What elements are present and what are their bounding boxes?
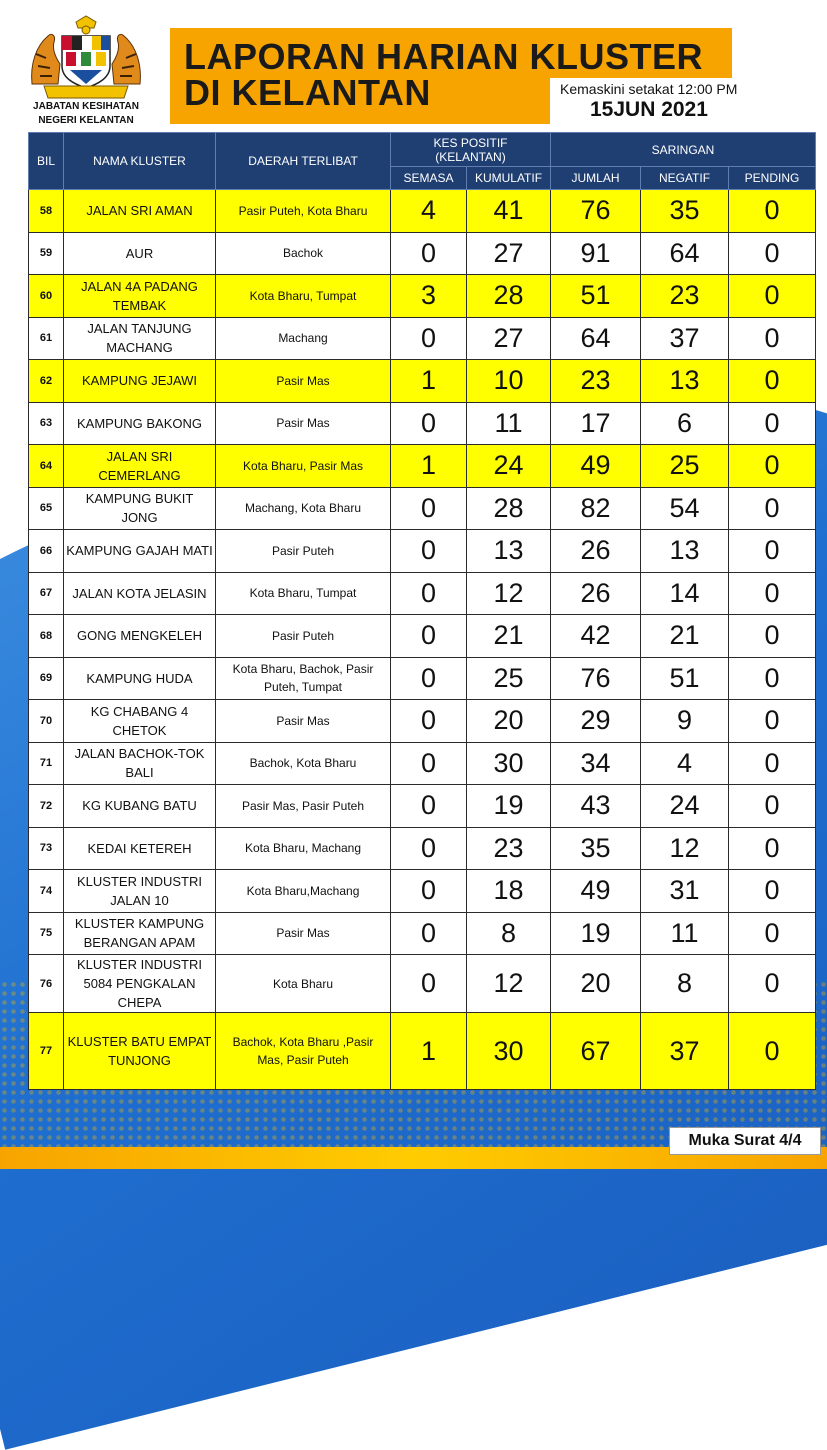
table-row [29, 572, 816, 615]
cell-kumulatif: 19 [467, 785, 551, 828]
cell-semasa: 0 [391, 232, 467, 275]
cell-nama-kluster: AUR [64, 232, 216, 275]
cell-semasa: 4 [391, 190, 467, 233]
cell-bil: 66 [29, 530, 64, 573]
table-row [29, 1013, 816, 1090]
cell-nama-kluster: KAMPUNG HUDA [64, 657, 216, 700]
update-label: Kemaskini setakat 12:00 PM [560, 81, 738, 97]
table-row [29, 785, 816, 828]
cell-jumlah: 19 [551, 912, 641, 955]
cell-pending: 0 [729, 870, 816, 913]
cell-kumulatif: 18 [467, 870, 551, 913]
table-row [29, 700, 816, 743]
cell-nama-kluster: JALAN KOTA JELASIN [64, 572, 216, 615]
cell-negatif: 11 [641, 912, 729, 955]
cell-pending: 0 [729, 785, 816, 828]
cell-pending: 0 [729, 317, 816, 360]
header-negatif: NEGATIF [641, 167, 729, 190]
cell-jumlah: 76 [551, 657, 641, 700]
cell-bil: 77 [29, 1013, 64, 1090]
cell-nama-kluster: KEDAI KETEREH [64, 827, 216, 870]
cell-bil: 65 [29, 487, 64, 530]
page-number: Muka Surat 4/4 [669, 1127, 821, 1155]
cell-daerah-terlibat: Kota Bharu, Pasir Mas [216, 445, 391, 488]
table-row [29, 657, 816, 700]
cell-semasa: 0 [391, 402, 467, 445]
agency-name [16, 100, 156, 128]
cell-negatif: 8 [641, 955, 729, 1013]
table-row [29, 317, 816, 360]
cell-bil: 74 [29, 870, 64, 913]
cell-kumulatif: 12 [467, 572, 551, 615]
cell-semasa: 0 [391, 870, 467, 913]
cell-negatif: 9 [641, 700, 729, 743]
cell-daerah-terlibat: Machang, Kota Bharu [216, 487, 391, 530]
cell-semasa: 0 [391, 785, 467, 828]
cell-kumulatif: 13 [467, 530, 551, 573]
cell-nama-kluster: JALAN SRI AMAN [64, 190, 216, 233]
cell-negatif: 13 [641, 360, 729, 403]
cell-semasa: 0 [391, 615, 467, 658]
cell-kumulatif: 23 [467, 827, 551, 870]
cell-pending: 0 [729, 232, 816, 275]
cell-daerah-terlibat: Kota Bharu, Tumpat [216, 275, 391, 318]
cell-daerah-terlibat: Bachok [216, 232, 391, 275]
cell-nama-kluster: JALAN TANJUNG MACHANG [64, 317, 216, 360]
cell-jumlah: 49 [551, 445, 641, 488]
cell-kumulatif: 24 [467, 445, 551, 488]
table-row [29, 360, 816, 403]
cell-jumlah: 35 [551, 827, 641, 870]
cell-daerah-terlibat: Bachok, Kota Bharu [216, 742, 391, 785]
cell-pending: 0 [729, 955, 816, 1013]
cell-nama-kluster: KG KUBANG BATU [64, 785, 216, 828]
cell-daerah-terlibat: Machang [216, 317, 391, 360]
cell-jumlah: 20 [551, 955, 641, 1013]
cell-jumlah: 76 [551, 190, 641, 233]
cell-pending: 0 [729, 190, 816, 233]
cell-jumlah: 51 [551, 275, 641, 318]
update-info-box [550, 78, 754, 126]
cell-jumlah: 43 [551, 785, 641, 828]
cell-jumlah: 26 [551, 530, 641, 573]
cell-kumulatif: 27 [467, 317, 551, 360]
agency-line-2: NEGERI KELANTAN [38, 115, 134, 126]
header-kumulatif: KUMULATIF [467, 167, 551, 190]
cell-pending: 0 [729, 402, 816, 445]
cell-semasa: 0 [391, 955, 467, 1013]
cell-pending: 0 [729, 572, 816, 615]
cell-bil: 61 [29, 317, 64, 360]
cell-semasa: 0 [391, 317, 467, 360]
cell-daerah-terlibat: Pasir Mas [216, 700, 391, 743]
table-row [29, 827, 816, 870]
cell-daerah-terlibat: Bachok, Kota Bharu ,Pasir Mas, Pasir Puteh [216, 1013, 391, 1090]
cell-negatif: 4 [641, 742, 729, 785]
cell-kumulatif: 30 [467, 1013, 551, 1090]
cell-pending: 0 [729, 360, 816, 403]
cell-nama-kluster: KAMPUNG JEJAWI [64, 360, 216, 403]
cell-bil: 75 [29, 912, 64, 955]
cell-semasa: 1 [391, 445, 467, 488]
cell-bil: 68 [29, 615, 64, 658]
cell-kumulatif: 41 [467, 190, 551, 233]
table-row [29, 870, 816, 913]
table-row [29, 912, 816, 955]
cell-jumlah: 17 [551, 402, 641, 445]
cell-pending: 0 [729, 657, 816, 700]
cell-negatif: 64 [641, 232, 729, 275]
cell-bil: 71 [29, 742, 64, 785]
table-row [29, 955, 816, 1013]
cell-negatif: 51 [641, 657, 729, 700]
cell-negatif: 54 [641, 487, 729, 530]
cell-nama-kluster: KLUSTER INDUSTRI JALAN 10 [64, 870, 216, 913]
cell-semasa: 0 [391, 487, 467, 530]
cell-kumulatif: 8 [467, 912, 551, 955]
agency-line-1: JABATAN KESIHATAN [33, 101, 139, 112]
cell-daerah-terlibat: Kota Bharu, Machang [216, 827, 391, 870]
cell-semasa: 0 [391, 827, 467, 870]
cell-bil: 67 [29, 572, 64, 615]
cell-daerah-terlibat: Pasir Puteh, Kota Bharu [216, 190, 391, 233]
cluster-table [28, 132, 816, 1090]
header-saringan: SARINGAN [551, 133, 816, 167]
cell-daerah-terlibat: Kota Bharu,Machang [216, 870, 391, 913]
cell-pending: 0 [729, 827, 816, 870]
cell-nama-kluster: JALAN SRI CEMERLANG [64, 445, 216, 488]
cluster-table-body [29, 190, 816, 1090]
cell-pending: 0 [729, 1013, 816, 1090]
cell-jumlah: 23 [551, 360, 641, 403]
report-title-line-1: LAPORAN HARIAN KLUSTER [184, 36, 703, 77]
cell-nama-kluster: JALAN 4A PADANG TEMBAK [64, 275, 216, 318]
cell-negatif: 31 [641, 870, 729, 913]
table-row [29, 232, 816, 275]
cell-kumulatif: 25 [467, 657, 551, 700]
cell-nama-kluster: KG CHABANG 4 CHETOK [64, 700, 216, 743]
cell-daerah-terlibat: Pasir Puteh [216, 530, 391, 573]
cell-nama-kluster: KAMPUNG BUKIT JONG [64, 487, 216, 530]
cell-bil: 69 [29, 657, 64, 700]
cell-bil: 64 [29, 445, 64, 488]
cell-daerah-terlibat: Pasir Mas [216, 402, 391, 445]
cell-jumlah: 82 [551, 487, 641, 530]
table-row [29, 487, 816, 530]
cell-nama-kluster: KLUSTER KAMPUNG BERANGAN APAM [64, 912, 216, 955]
cell-negatif: 23 [641, 275, 729, 318]
cell-nama-kluster: JALAN BACHOK-TOK BALI [64, 742, 216, 785]
cell-bil: 72 [29, 785, 64, 828]
cell-jumlah: 26 [551, 572, 641, 615]
cell-bil: 63 [29, 402, 64, 445]
cell-kumulatif: 11 [467, 402, 551, 445]
header-semasa: SEMASA [391, 167, 467, 190]
cell-daerah-terlibat: Pasir Mas [216, 912, 391, 955]
cell-nama-kluster: KLUSTER INDUSTRI 5084 PENGKALAN CHEPA [64, 955, 216, 1013]
cell-semasa: 3 [391, 275, 467, 318]
cell-semasa: 1 [391, 360, 467, 403]
cell-negatif: 24 [641, 785, 729, 828]
cell-jumlah: 42 [551, 615, 641, 658]
cell-daerah-terlibat: Pasir Mas [216, 360, 391, 403]
cell-kumulatif: 28 [467, 275, 551, 318]
header-kes-positif: KES POSITIF (KELANTAN) [391, 133, 551, 167]
cell-kumulatif: 28 [467, 487, 551, 530]
cell-bil: 60 [29, 275, 64, 318]
cell-negatif: 13 [641, 530, 729, 573]
header-pending: PENDING [729, 167, 816, 190]
cell-pending: 0 [729, 530, 816, 573]
report-title-line-2: DI KELANTAN [184, 72, 431, 113]
cell-nama-kluster: KLUSTER BATU EMPAT TUNJONG [64, 1013, 216, 1090]
cell-jumlah: 49 [551, 870, 641, 913]
cell-kumulatif: 12 [467, 955, 551, 1013]
cell-pending: 0 [729, 700, 816, 743]
table-row [29, 275, 816, 318]
cell-daerah-terlibat: Pasir Puteh [216, 615, 391, 658]
cell-pending: 0 [729, 912, 816, 955]
cell-daerah-terlibat: Kota Bharu [216, 955, 391, 1013]
header-jumlah: JUMLAH [551, 167, 641, 190]
cell-negatif: 6 [641, 402, 729, 445]
header-daerah-terlibat: DAERAH TERLIBAT [216, 133, 391, 190]
cell-bil: 58 [29, 190, 64, 233]
cell-pending: 0 [729, 487, 816, 530]
cell-negatif: 37 [641, 1013, 729, 1090]
cell-jumlah: 34 [551, 742, 641, 785]
cell-bil: 62 [29, 360, 64, 403]
cell-negatif: 37 [641, 317, 729, 360]
cell-kumulatif: 30 [467, 742, 551, 785]
cell-negatif: 21 [641, 615, 729, 658]
cell-jumlah: 64 [551, 317, 641, 360]
cluster-table-container [28, 132, 815, 1090]
cell-semasa: 0 [391, 530, 467, 573]
cell-bil: 76 [29, 955, 64, 1013]
cell-daerah-terlibat: Kota Bharu, Bachok, Pasir Puteh, Tumpat [216, 657, 391, 700]
header-bil: BIL [29, 133, 64, 190]
cell-jumlah: 29 [551, 700, 641, 743]
table-row [29, 742, 816, 785]
cell-daerah-terlibat: Kota Bharu, Tumpat [216, 572, 391, 615]
table-row [29, 190, 816, 233]
table-row [29, 402, 816, 445]
table-row [29, 530, 816, 573]
cell-nama-kluster: KAMPUNG BAKONG [64, 402, 216, 445]
cell-bil: 59 [29, 232, 64, 275]
cell-kumulatif: 10 [467, 360, 551, 403]
cell-pending: 0 [729, 445, 816, 488]
cell-semasa: 0 [391, 572, 467, 615]
update-date: 15JUN 2021 [590, 98, 708, 121]
cell-negatif: 25 [641, 445, 729, 488]
cell-negatif: 12 [641, 827, 729, 870]
table-row [29, 445, 816, 488]
cell-pending: 0 [729, 275, 816, 318]
cell-semasa: 0 [391, 742, 467, 785]
cell-jumlah: 91 [551, 232, 641, 275]
cell-negatif: 35 [641, 190, 729, 233]
cell-bil: 70 [29, 700, 64, 743]
cell-nama-kluster: KAMPUNG GAJAH MATI [64, 530, 216, 573]
cell-daerah-terlibat: Pasir Mas, Pasir Puteh [216, 785, 391, 828]
cell-semasa: 1 [391, 1013, 467, 1090]
cell-semasa: 0 [391, 912, 467, 955]
cell-jumlah: 67 [551, 1013, 641, 1090]
cell-negatif: 14 [641, 572, 729, 615]
cell-kumulatif: 20 [467, 700, 551, 743]
cell-pending: 0 [729, 742, 816, 785]
header-nama-kluster: NAMA KLUSTER [64, 133, 216, 190]
cell-bil: 73 [29, 827, 64, 870]
cell-semasa: 0 [391, 700, 467, 743]
cell-pending: 0 [729, 615, 816, 658]
cell-kumulatif: 27 [467, 232, 551, 275]
cell-kumulatif: 21 [467, 615, 551, 658]
coat-of-arms-logo [26, 14, 146, 100]
cell-nama-kluster: GONG MENGKELEH [64, 615, 216, 658]
table-row [29, 615, 816, 658]
cell-semasa: 0 [391, 657, 467, 700]
